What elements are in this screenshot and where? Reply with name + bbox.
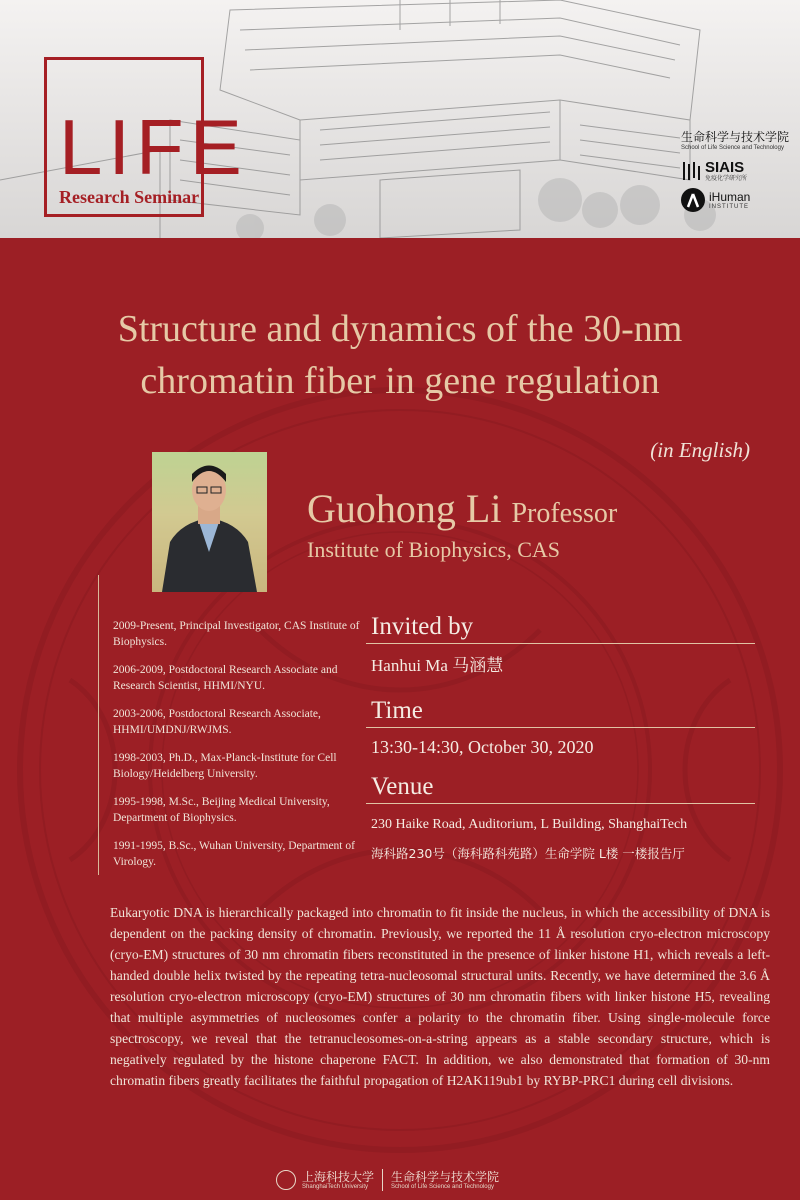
speaker-cv [113,618,363,882]
talk-title-line-1: Structure and dynamics of the 30-nm [117,308,683,350]
invited-by-value: Hanhui Ma 马涵慧 [371,656,504,675]
school-name-cn: 生命科学与技术学院 [681,130,790,144]
ihuman-institute-text: INSTITUTE [709,203,749,210]
cv-item: 2009-Present, Principal Investigator, CAS Institute of Biophysics. [113,620,360,648]
cv-timeline-rule [98,575,99,875]
cv-item: 1998-2003, Ph.D., Max-Planck-Institute for Cell Biology/Heidelberg University. [113,752,337,780]
ihuman-mark-icon [681,188,705,212]
footer-school [391,1170,499,1191]
speaker-name: Guohong Li [307,486,502,531]
talk-language: (in English) [650,438,750,462]
footer-school-cn: 生命科学与技术学院 [391,1169,500,1184]
time-label: Time [371,697,423,724]
ihuman-text: iHuman [709,189,751,204]
cv-item: 1995-1998, M.Sc., Beijing Medical University, Department of Biophysics. [113,796,330,824]
speaker-photo [152,452,267,592]
footer-university-cn: 上海科技大学 [302,1169,375,1184]
venue-divider [366,803,755,804]
footer-school-en: School of Life Science and Technology [391,1183,494,1190]
footer-university-en: ShanghaiTech University [302,1183,369,1190]
speaker-affiliation: Institute of Biophysics, CAS [307,537,561,562]
school-name-en: School of Life Science and Technology [681,145,784,151]
siais-text: SIAIS [705,159,745,176]
footer-logos [276,1166,499,1194]
venue-label: Venue [371,773,434,800]
invited-by-label: Invited by [371,613,474,640]
shanghaitech-seal-icon [276,1170,296,1190]
cv-item: 2003-2006, Postdoctoral Research Associate, HHMI/UMDNJ/RWJMS. [113,708,321,736]
siais-logo [681,160,796,182]
speaker-name-line [307,486,617,537]
time-divider [366,727,755,728]
footer-separator [382,1169,383,1191]
speaker-position: Professor [511,498,618,529]
header-banner [0,0,800,238]
cv-item: 2006-2009, Postdoctoral Research Associate and Research Scientist, HHMI/NYU. [113,664,338,692]
life-seminar-logo [44,57,248,217]
ihuman-logo [681,188,796,212]
venue-address-cn: 海科路230号（海科路科苑路）生命学院 L楼 一楼报告厅 [371,846,685,861]
logo-research-seminar-text: Research Seminar [59,187,200,207]
talk-title [20,303,780,407]
siais-name-cn: 免疫化学研究所 [705,175,748,182]
time-value: 13:30-14:30, October 30, 2020 [371,737,594,757]
talk-abstract: Eukaryotic DNA is hierarchically packaged into chromatin to fit inside the nucleus, in which the accessibility of DNA is dependent on the packing density of chromatin. Previously, we reported the 11 Å resolution cryo-electron microscopy (cryo-EM) structures of 30 nm chromatin fibers reconstituted in the presence of linker histone H1, which reveals a left-handed double helix twisted by the repeating tetra-nucleosomal structural units. Recently, we have determined the 3.6 Å resolution cryo-electron microscopy (cryo-EM) structures of 30 nm chromatin fibers with linker histone H5, revealing that multiple asymmetries of nucleosomes confer a polarity to the chromatin fiber. Using single-molecule force spectroscopy, we reveal that the tetranucleosomes-on-a-string appears as a stable secondary structure, which is negatively regulated by the histone chaperone FACT. In addition, we also demonstrated that formation of 30-nm chromatin fibers greatly facilitates the faithful propagation of H2AK119ub1 by RYBP-PRC1 during cell divisions. [110,905,770,1088]
siais-mark-icon [681,160,701,182]
cv-item: 1991-1995, B.Sc., Wuhan University, Department of Virology. [113,840,355,868]
logo-life-text: LIFE [59,103,248,191]
talk-title-line-2: chromatin fiber in gene regulation [140,360,660,402]
footer-university [302,1170,374,1191]
school-logo [681,130,796,152]
invited-by-divider [366,643,755,644]
partner-logos [681,130,796,212]
venue-address-en: 230 Haike Road, Auditorium, L Building, ShanghaiTech [371,817,688,832]
